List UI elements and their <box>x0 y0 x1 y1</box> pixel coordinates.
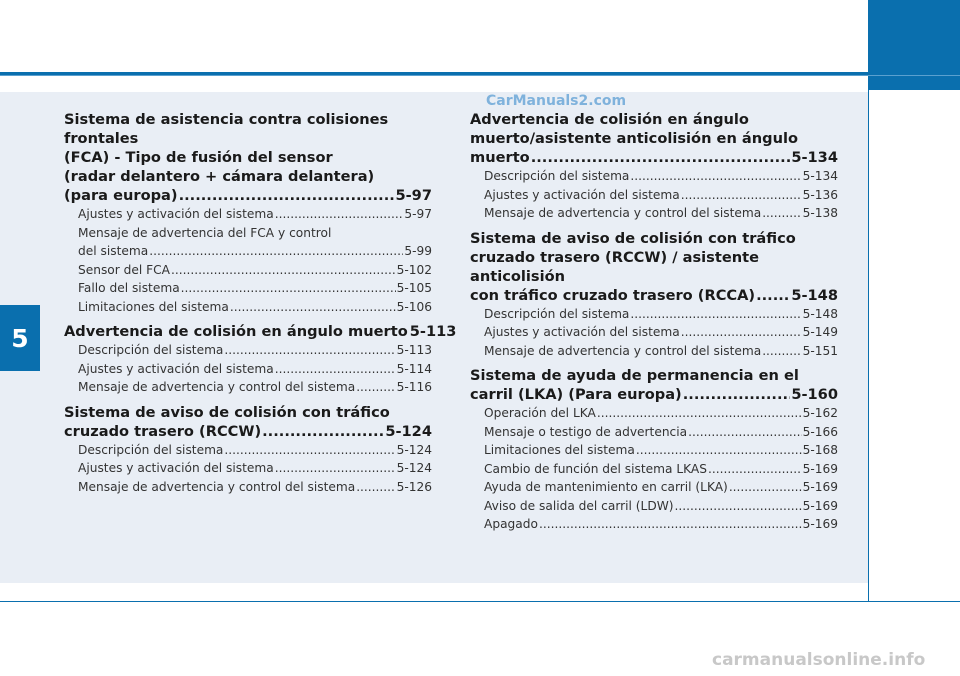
toc-page-number: 5-169 <box>802 517 838 531</box>
toc-item-leader-line <box>484 497 838 516</box>
toc-item[interactable] <box>484 186 838 205</box>
chapter-tab[interactable]: 5 <box>0 305 40 371</box>
toc-item[interactable] <box>484 497 838 516</box>
toc-title-line: (FCA) - Tipo de fusión del sensor <box>64 149 333 166</box>
toc-item[interactable] <box>484 323 838 342</box>
toc-title-line: muerto/asistente anticolisión en ángulo <box>470 130 799 147</box>
toc-item-text: Mensaje de advertencia y control del sistema <box>484 206 762 220</box>
chapter-header-block <box>868 0 960 90</box>
toc-item[interactable] <box>484 478 838 497</box>
toc-title-text: con tráfico cruzado trasero (RCCA) <box>470 286 756 304</box>
dot-leader <box>630 305 801 324</box>
toc-item-text: Limitaciones del sistema <box>484 443 635 457</box>
toc-page-number: 5-151 <box>802 343 838 358</box>
toc-page-number: 5-134 <box>802 169 838 183</box>
toc-item-leader-line <box>78 341 432 360</box>
toc-item[interactable] <box>484 441 838 460</box>
toc-subitems <box>470 305 838 361</box>
toc-page-number: 5-113 <box>409 323 457 340</box>
dot-leader <box>356 378 395 397</box>
toc-item-text: Mensaje o testigo de advertencia <box>484 424 688 439</box>
dot-leader <box>275 459 396 478</box>
toc-item[interactable] <box>484 167 838 186</box>
toc-page-number: 5-168 <box>802 443 838 457</box>
dot-leader <box>630 167 801 186</box>
dot-leader <box>356 478 395 497</box>
toc-title-text: Advertencia de colisión en ángulo muerto <box>64 323 408 340</box>
toc-item-text: Sensor del FCA <box>78 262 171 277</box>
toc-item[interactable] <box>78 341 432 360</box>
toc-page-number: 5-113 <box>396 343 432 357</box>
toc-item-leader-line <box>484 204 838 223</box>
dot-leader <box>224 441 395 460</box>
toc-item[interactable] <box>484 460 838 479</box>
toc-title-line: Sistema de ayuda de permanencia en el <box>470 367 799 384</box>
dot-leader <box>224 341 395 360</box>
toc-title-line: Sistema de aviso de colisión con tráfico <box>470 229 796 247</box>
toc-page-number: 5-116 <box>396 380 432 394</box>
toc-title-leader-line <box>64 422 432 441</box>
toc-page-number: 5-138 <box>802 206 838 220</box>
toc-title-leader-line <box>64 186 432 205</box>
toc-page-number: 5-136 <box>802 187 838 202</box>
toc-item-leader-line <box>78 298 432 317</box>
toc-item[interactable] <box>78 279 432 298</box>
toc-item-text: Descripción del sistema <box>484 169 630 183</box>
toc-item-text: Ayuda de mantenimiento en carril (LKA) <box>484 480 728 494</box>
toc-item-leader-line <box>484 441 838 460</box>
watermark-carmanualsonline: carmanualsonline.info <box>712 650 926 670</box>
toc-page-number: 5-149 <box>802 325 838 339</box>
toc-item-text: Descripción del sistema <box>78 343 224 357</box>
toc-item-text: Limitaciones del sistema <box>78 299 229 314</box>
toc-item-leader-line <box>484 305 838 324</box>
toc-page-number: 5-169 <box>802 480 838 494</box>
dot-leader <box>636 441 802 460</box>
toc-page-number: 5-99 <box>404 244 432 258</box>
toc-item-leader-line <box>78 459 432 478</box>
toc-item-text: Mensaje de advertencia y control del sistema <box>78 380 356 394</box>
toc-item-leader-line <box>78 360 432 379</box>
toc-title-leader-line <box>64 322 457 341</box>
toc-column-right <box>470 110 838 534</box>
toc-item[interactable] <box>484 305 838 324</box>
toc-page-number: 5-148 <box>802 306 838 321</box>
toc-subitems <box>64 205 432 316</box>
toc-page-number: 5-162 <box>802 406 838 420</box>
dot-leader <box>181 279 396 298</box>
toc-item[interactable] <box>484 204 838 223</box>
dot-leader <box>681 186 802 205</box>
toc-item-text: Ajustes y activación del sistema <box>484 187 680 202</box>
toc-item[interactable] <box>78 261 432 280</box>
toc-item-leader-line <box>484 167 838 186</box>
dot-leader <box>597 404 802 423</box>
toc-title-text: (para europa) <box>64 187 178 204</box>
toc-title-line: Sistema de aviso de colisión con tráfico <box>64 403 390 421</box>
toc-item[interactable] <box>484 342 838 361</box>
dot-leader <box>149 242 403 261</box>
toc-title-line: (radar delantero + cámara delantera) <box>64 168 375 185</box>
toc-page-number: 5-166 <box>802 424 838 439</box>
toc-page-number: 5-102 <box>396 262 432 277</box>
toc-item-text: del sistema <box>78 244 149 258</box>
dot-leader <box>708 460 802 479</box>
toc-item-text: Ajustes y activación del sistema <box>78 207 274 221</box>
toc-item-leader-line <box>484 515 838 534</box>
toc-item-text: Operación del LKA <box>484 406 596 420</box>
toc-item-text: Descripción del sistema <box>78 442 224 457</box>
toc-item-leader-line <box>78 242 432 261</box>
toc-page-number: 5-124 <box>396 442 432 457</box>
toc-page-number: 5-134 <box>791 149 838 166</box>
toc-item-text: Ajustes y activación del sistema <box>484 325 680 339</box>
dot-leader <box>262 422 384 441</box>
toc-title-line: Advertencia de colisión en ángulo <box>470 111 749 128</box>
toc-subitems <box>64 441 432 497</box>
dot-leader <box>275 360 396 379</box>
toc-item-text: Ajustes y activación del sistema <box>78 461 274 475</box>
dot-leader <box>179 186 395 205</box>
toc-section-title[interactable] <box>64 322 457 341</box>
toc-item-text: Mensaje de advertencia y control del sistema <box>78 479 356 494</box>
toc-section-title[interactable] <box>64 110 432 205</box>
toc-item-leader-line <box>484 460 838 479</box>
toc-item-leader-line <box>484 323 838 342</box>
toc-title-line: cruzado trasero (RCCW) / asistente anticolisión <box>470 248 759 285</box>
toc-item-text: Mensaje de advertencia y control del sistema <box>484 343 762 358</box>
dot-leader <box>531 148 791 167</box>
toc-section-title[interactable] <box>64 403 432 441</box>
dot-leader <box>681 323 802 342</box>
toc-item-leader-line <box>484 478 838 497</box>
toc-page-number: 5-105 <box>396 281 432 295</box>
toc-title-text: cruzado trasero (RCCW) <box>64 422 262 440</box>
toc-page-number: 5-106 <box>396 299 432 314</box>
toc-page-number: 5-114 <box>396 361 432 376</box>
toc-section-title[interactable] <box>470 110 838 167</box>
toc-item[interactable] <box>484 404 838 423</box>
dot-leader <box>171 261 396 280</box>
toc-item[interactable] <box>78 459 432 478</box>
toc-item[interactable] <box>484 515 838 534</box>
toc-title-leader-line <box>470 385 838 404</box>
toc-page-number: 5-169 <box>802 498 838 513</box>
toc-item[interactable] <box>484 423 838 442</box>
toc-item-leader-line <box>78 279 432 298</box>
toc-subitems <box>470 404 838 534</box>
dot-leader <box>275 205 404 224</box>
toc-item[interactable] <box>78 478 432 497</box>
dot-leader <box>683 385 791 404</box>
toc-item[interactable] <box>78 224 432 261</box>
dot-leader <box>230 298 396 317</box>
toc-item-leader-line <box>484 423 838 442</box>
header-rule-thin <box>0 75 960 76</box>
toc-item-text: Aviso de salida del carril (LDW) <box>484 498 674 513</box>
toc-item-leader-line <box>484 342 838 361</box>
toc-item-line: Mensaje de advertencia del FCA y control <box>78 225 332 240</box>
watermark-carmanuals2: CarManuals2.com <box>486 93 627 109</box>
toc-item-leader-line <box>78 441 432 460</box>
toc-item-text: Descripción del sistema <box>484 306 630 321</box>
toc-subitems <box>470 167 838 223</box>
toc-item[interactable] <box>78 441 432 460</box>
footer-rule <box>0 601 960 602</box>
toc-title-text: carril (LKA) (Para europa) <box>470 386 682 403</box>
dot-leader <box>675 497 802 516</box>
toc-column-left <box>64 110 457 496</box>
toc-page-number: 5-97 <box>395 187 432 204</box>
toc-item-leader-line <box>78 478 432 497</box>
dot-leader <box>756 286 790 305</box>
toc-item-leader-line <box>484 186 838 205</box>
dot-leader <box>762 342 801 361</box>
toc-page-number: 5-169 <box>802 461 838 476</box>
toc-page-number: 5-160 <box>791 386 838 403</box>
toc-page-number: 5-124 <box>385 422 432 440</box>
dot-leader <box>762 204 801 223</box>
toc-section-title[interactable] <box>470 229 838 305</box>
toc-item-text: Ajustes y activación del sistema <box>78 361 274 376</box>
right-margin-rule <box>868 90 869 602</box>
toc-title-leader-line <box>470 148 838 167</box>
toc-item[interactable] <box>78 378 432 397</box>
toc-item-leader-line <box>78 205 432 224</box>
toc-section-title[interactable] <box>470 366 838 404</box>
toc-item-leader-line <box>78 261 432 280</box>
toc-page-number: 5-97 <box>404 207 432 221</box>
dot-leader <box>539 515 802 534</box>
toc-subitems <box>64 341 432 397</box>
toc-item[interactable] <box>78 205 432 224</box>
toc-item-leader-line <box>78 378 432 397</box>
toc-item-text: Fallo del sistema <box>78 281 180 295</box>
toc-title-leader-line <box>470 286 838 305</box>
toc-page-number: 5-124 <box>396 461 432 475</box>
dot-leader <box>688 423 801 442</box>
dot-leader <box>729 478 802 497</box>
toc-item-leader-line <box>484 404 838 423</box>
toc-item[interactable] <box>78 360 432 379</box>
toc-item-text: Cambio de función del sistema LKAS <box>484 461 708 476</box>
toc-page-number: 5-126 <box>396 479 432 494</box>
toc-title-line: Sistema de asistencia contra colisiones frontales <box>64 111 389 147</box>
toc-page-number: 5-148 <box>791 286 838 304</box>
toc-item-text: Apagado <box>484 517 538 531</box>
toc-title-text: muerto <box>470 149 530 166</box>
toc-item[interactable] <box>78 298 432 317</box>
